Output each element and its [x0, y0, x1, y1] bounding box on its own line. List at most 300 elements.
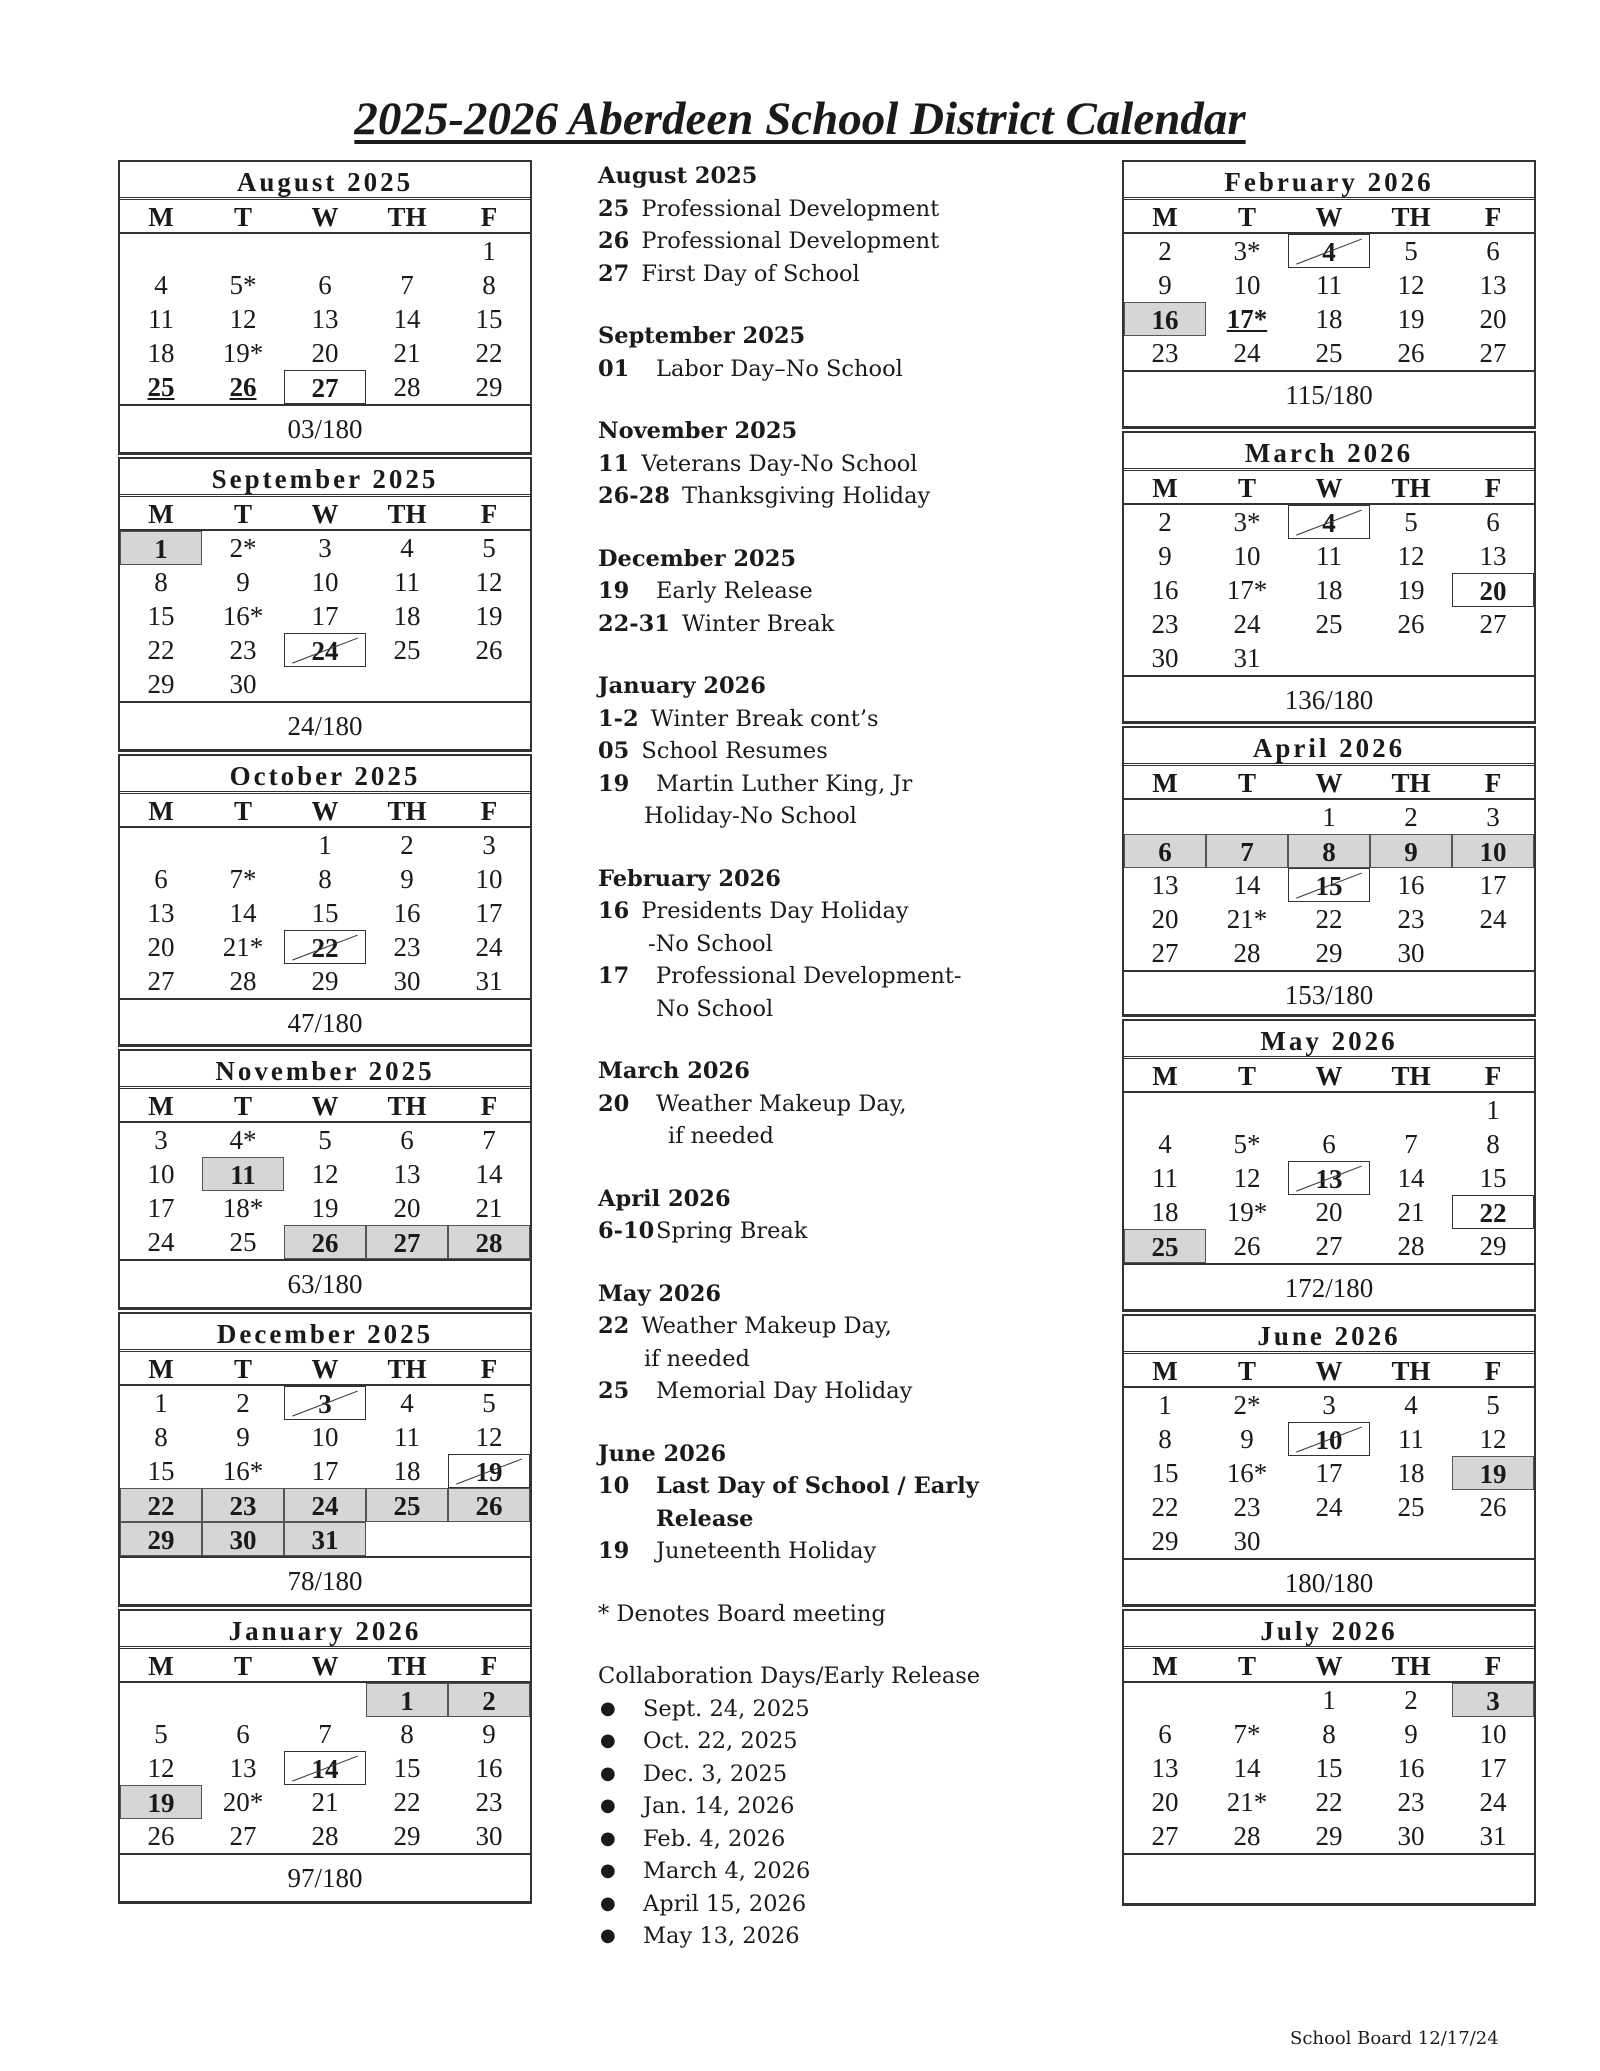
day-cell: 8 [482, 270, 496, 300]
day-cell [366, 667, 448, 701]
day-cell: 2 [1158, 507, 1172, 537]
bullet-icon: ● [600, 1762, 616, 1784]
day-cell: 24 [284, 1488, 366, 1522]
weekday-header: W [1288, 200, 1370, 234]
day-cell: 5 [1486, 1390, 1500, 1420]
day-cell: 2 [1404, 1685, 1418, 1715]
event-item [598, 928, 1078, 961]
day-cell [1452, 641, 1534, 675]
day-cell: 20* [222, 1787, 264, 1817]
day-cell: 16 [1397, 870, 1425, 900]
day-cell: 16 [1124, 302, 1206, 336]
day-cell: 3 [1322, 1390, 1336, 1420]
day-cell: 19 [1397, 304, 1425, 334]
event-text: Winter Break [681, 610, 835, 637]
day-cell: 15 [311, 898, 339, 928]
weekday-header: M [1124, 471, 1206, 505]
day-cell: 6 [1124, 834, 1206, 868]
event-text: Weather Makeup Day, [641, 1313, 892, 1339]
weekday-header: TH [1370, 471, 1452, 505]
day-cell: 31 [1479, 1821, 1507, 1851]
weekday-header: TH [1370, 1059, 1452, 1093]
weekday-header: F [1452, 1059, 1534, 1093]
day-cell: 3* [1233, 236, 1261, 266]
day-cell: 1 [120, 531, 202, 565]
event-section-title: January 2026 [598, 673, 766, 699]
event-item [598, 1343, 1078, 1376]
day-cell: 11 [148, 304, 174, 334]
event-date: 25 [598, 1378, 630, 1404]
day-cell: 25 [1315, 338, 1343, 368]
day-cell: 10 [1233, 270, 1261, 300]
event-text: School Resumes [641, 738, 828, 764]
day-cell [1452, 1524, 1534, 1558]
day-cell: 27 [1479, 609, 1507, 639]
day-cell: 9 [400, 864, 414, 894]
event-date: 01 [598, 355, 630, 382]
event-date: 26 [598, 228, 630, 254]
event-item [598, 1503, 1078, 1536]
day-cell: 3 [318, 533, 332, 563]
event-section-title: May 2026 [598, 1280, 722, 1307]
weekday-header: T [202, 794, 284, 828]
day-cell: 13 [1288, 1161, 1370, 1195]
day-cell: 22 [284, 930, 366, 964]
event-item [598, 1375, 1078, 1408]
day-cell: 21 [311, 1787, 339, 1817]
weekday-header: W [1288, 1354, 1370, 1388]
weekday-header: T [202, 1649, 284, 1683]
day-cell: 23 [1397, 1787, 1425, 1817]
event-section [598, 415, 1078, 513]
day-cell: 4 [1288, 505, 1370, 539]
day-cell: 19 [448, 1454, 530, 1488]
day-cell: 28 [393, 372, 421, 402]
weekday-header: T [202, 200, 284, 234]
event-date: 19 [598, 770, 630, 797]
month-block [1122, 431, 1536, 724]
event-date: 22 [598, 1313, 630, 1339]
day-cell: 2 [400, 830, 414, 860]
day-cell: 2 [1404, 802, 1418, 832]
day-cell: 12 [1397, 541, 1425, 571]
day-cell: 18* [222, 1193, 264, 1223]
day-cell: 14 [393, 304, 421, 334]
day-cell: 9 [482, 1719, 496, 1749]
day-cell [1206, 1683, 1288, 1717]
event-item [598, 800, 1078, 833]
day-cell: 15 [1479, 1163, 1507, 1193]
event-section [598, 320, 1078, 385]
month-title: August 2025 [120, 162, 530, 200]
day-cell: 28 [229, 966, 257, 996]
day-cell: 11 [1152, 1163, 1178, 1193]
event-text: if needed [668, 1123, 774, 1149]
day-cell: 30 [229, 669, 257, 699]
month-block [1122, 1609, 1536, 1906]
day-cell [1124, 800, 1206, 834]
day-cell: 10 [311, 1422, 339, 1452]
day-cell: 19* [222, 338, 264, 368]
day-cell: 31 [1233, 643, 1261, 673]
month-block [1122, 1019, 1536, 1312]
day-cell: 17 [311, 1456, 339, 1486]
day-cell: 22 [147, 635, 175, 665]
day-cell: 30 [1233, 1526, 1261, 1556]
event-item [598, 703, 1078, 736]
day-cell [120, 1683, 202, 1717]
weekday-header: M [120, 200, 202, 234]
day-cell: 15 [1315, 1753, 1343, 1783]
event-text: Release [656, 1505, 754, 1532]
day-count: 172/180 [1124, 1263, 1534, 1309]
event-item [598, 1120, 1078, 1153]
weekday-header: TH [366, 794, 448, 828]
day-cell: 8 [154, 1422, 168, 1452]
day-cell: 25 [147, 372, 175, 402]
day-cell [1370, 1524, 1452, 1558]
day-cell: 2 [448, 1683, 530, 1717]
day-cell: 16* [222, 601, 264, 631]
event-date: 27 [598, 260, 630, 287]
day-cell: 9 [1404, 1719, 1418, 1749]
day-cell: 25 [366, 1488, 448, 1522]
month-block [118, 1312, 532, 1607]
event-item [598, 480, 1078, 513]
month-title: October 2025 [120, 756, 530, 794]
bullet-icon: ● [600, 1925, 616, 1946]
day-cell: 24 [1479, 1787, 1507, 1817]
day-cell: 22 [1315, 1787, 1343, 1817]
event-text: Thanksgiving Holiday [681, 483, 931, 509]
day-cell: 18 [1397, 1458, 1425, 1488]
day-cell: 7 [400, 270, 414, 300]
event-item [598, 258, 1078, 291]
day-cell: 14 [229, 898, 257, 928]
day-cell: 20 [1151, 904, 1179, 934]
day-cell [366, 234, 448, 268]
event-text: Martin Luther King, Jr [656, 770, 913, 797]
month-block [118, 754, 532, 1047]
day-cell: 17 [1479, 1753, 1507, 1783]
day-cell: 18 [1315, 575, 1343, 605]
month-block [1122, 726, 1536, 1017]
weekday-header: T [1206, 1649, 1288, 1683]
day-cell: 25 [1315, 609, 1343, 639]
day-cell: 28 [448, 1225, 530, 1259]
month-gap [118, 1904, 532, 1906]
day-cell: 28 [311, 1821, 339, 1851]
day-cell: 16 [1151, 575, 1179, 605]
weekday-header: W [284, 794, 366, 828]
weekday-header: M [120, 1352, 202, 1386]
weekday-header: TH [366, 1089, 448, 1123]
event-text: Last Day of School / Early [656, 1473, 979, 1499]
collab-date: Oct. 22, 2025 [643, 1728, 798, 1754]
day-cell: 18 [147, 338, 175, 368]
event-item [598, 1310, 1078, 1343]
day-cell [1124, 1683, 1206, 1717]
day-cell: 4 [400, 1388, 414, 1418]
event-item [598, 960, 1078, 993]
day-cell: 10 [475, 864, 503, 894]
weekday-header: W [1288, 1059, 1370, 1093]
day-cell: 1 [482, 236, 496, 266]
weekday-header: M [1124, 1059, 1206, 1093]
month-title: February 2026 [1124, 162, 1534, 200]
event-item [598, 1535, 1078, 1568]
event-text: -No School [648, 930, 773, 957]
day-cell: 29 [393, 1821, 421, 1851]
day-cell: 21* [222, 932, 264, 962]
day-cell [284, 234, 366, 268]
event-text: Veterans Day-No School [641, 450, 918, 477]
day-cell: 12 [147, 1753, 175, 1783]
month-block [118, 457, 532, 752]
left-calendar-column [118, 160, 532, 1906]
collab-date: March 4, 2026 [643, 1858, 811, 1884]
collab-date: May 13, 2026 [643, 1923, 800, 1949]
day-cell: 28 [1397, 1231, 1425, 1261]
day-cell: 25 [393, 635, 421, 665]
event-section-title: June 2026 [598, 1440, 727, 1467]
event-item [598, 448, 1078, 481]
day-cell: 13 [229, 1753, 257, 1783]
collab-date-item [598, 1790, 1078, 1823]
day-cell: 4 [1288, 234, 1370, 268]
weekday-header: F [448, 1352, 530, 1386]
weekday-header: T [1206, 1354, 1288, 1388]
event-section-title: April 2026 [598, 1185, 731, 1212]
day-cell: 8 [1158, 1424, 1172, 1454]
day-cell: 17* [1226, 304, 1268, 334]
day-cell [1288, 1093, 1370, 1127]
weekday-header: T [1206, 200, 1288, 234]
day-cell: 3 [482, 830, 496, 860]
footer-note: School Board 12/17/24 [1290, 2028, 1499, 2049]
day-cell: 12 [475, 1422, 503, 1452]
day-cell: 18 [393, 1456, 421, 1486]
day-cell: 9 [236, 1422, 250, 1452]
day-cell: 25 [229, 1227, 257, 1257]
day-cell: 29 [311, 966, 339, 996]
day-cell: 31 [284, 1522, 366, 1556]
day-cell: 11 [1398, 1424, 1424, 1454]
event-section [598, 1183, 1078, 1248]
day-cell: 23 [1233, 1492, 1261, 1522]
day-cell: 24 [1233, 338, 1261, 368]
month-block [118, 1049, 532, 1310]
day-cell: 1 [1322, 1685, 1336, 1715]
day-cell: 22 [1151, 1492, 1179, 1522]
day-cell: 24 [1233, 609, 1261, 639]
day-count [1124, 1853, 1534, 1903]
day-cell: 30 [1397, 1821, 1425, 1851]
event-section [598, 670, 1078, 833]
month-gap [1122, 1906, 1536, 1908]
event-item [598, 1088, 1078, 1121]
day-cell: 15 [1151, 1458, 1179, 1488]
day-cell: 6 [1486, 236, 1500, 266]
day-cell [1370, 1093, 1452, 1127]
day-cell: 18 [1151, 1197, 1179, 1227]
bullet-icon: ● [600, 1795, 616, 1816]
day-cell: 26 [284, 1225, 366, 1259]
weekday-header: F [1452, 471, 1534, 505]
day-cell: 17 [311, 601, 339, 631]
day-cell: 10 [1479, 1719, 1507, 1749]
month-grid [120, 200, 530, 404]
day-count: 63/180 [120, 1259, 530, 1307]
weekday-header: TH [366, 200, 448, 234]
collab-date-item [598, 1693, 1078, 1726]
day-cell: 24 [475, 932, 503, 962]
day-cell: 12 [311, 1159, 339, 1189]
day-cell: 7* [229, 864, 257, 894]
event-text: No School [656, 995, 774, 1022]
bullet-icon: ● [600, 1697, 616, 1719]
weekday-header: F [1452, 200, 1534, 234]
day-cell [120, 828, 202, 862]
day-cell: 30 [475, 1821, 503, 1851]
event-item [598, 608, 1078, 641]
day-cell: 1 [154, 1388, 168, 1418]
day-cell: 4 [400, 533, 414, 563]
event-item [598, 575, 1078, 608]
weekday-header: W [284, 497, 366, 531]
day-cell: 24 [1479, 904, 1507, 934]
day-cell: 3 [1452, 1683, 1534, 1717]
collab-date-item [598, 1920, 1078, 1953]
day-cell: 1 [1322, 802, 1336, 832]
day-cell: 16 [393, 898, 421, 928]
day-cell: 4 [154, 270, 168, 300]
board-note: * Denotes Board meeting [598, 1600, 886, 1627]
collab-title: Collaboration Days/Early Release [598, 1663, 981, 1689]
day-cell: 7 [1206, 834, 1288, 868]
day-cell: 21* [1226, 1787, 1268, 1817]
day-cell: 5* [1233, 1129, 1261, 1159]
event-item [598, 1215, 1078, 1248]
day-cell: 22 [475, 338, 503, 368]
weekday-header: TH [366, 497, 448, 531]
day-cell: 29 [1151, 1526, 1179, 1556]
weekday-header: F [448, 1649, 530, 1683]
event-item [598, 768, 1078, 801]
day-cell: 13 [1151, 870, 1179, 900]
day-cell: 6 [318, 270, 332, 300]
day-cell: 9 [236, 567, 250, 597]
month-block [118, 1609, 532, 1904]
day-cell: 6 [1486, 507, 1500, 537]
day-cell: 13 [393, 1159, 421, 1189]
day-cell: 19 [311, 1193, 339, 1223]
day-cell: 10 [1233, 541, 1261, 571]
event-date: 17 [598, 963, 630, 989]
event-item [598, 1470, 1078, 1503]
day-cell [1124, 1093, 1206, 1127]
day-cell: 17 [475, 898, 503, 928]
day-cell: 26 [475, 635, 503, 665]
day-cell: 2 [236, 1388, 250, 1418]
collab-date: Feb. 4, 2026 [643, 1825, 786, 1852]
bullet-icon: ● [600, 1827, 616, 1849]
day-cell: 7* [1233, 1719, 1261, 1749]
weekday-header: T [1206, 471, 1288, 505]
day-cell: 30 [1397, 938, 1425, 968]
event-item [598, 895, 1078, 928]
day-cell: 27 [1151, 938, 1179, 968]
day-cell: 11 [1316, 270, 1342, 300]
day-cell: 23 [1397, 904, 1425, 934]
day-cell: 29 [475, 372, 503, 402]
day-cell: 19 [120, 1785, 202, 1819]
day-cell: 15 [393, 1753, 421, 1783]
day-cell: 18 [1315, 304, 1343, 334]
day-cell: 20 [393, 1193, 421, 1223]
day-cell: 27 [1151, 1821, 1179, 1851]
day-cell: 21 [475, 1193, 503, 1223]
day-cell [366, 1522, 448, 1556]
event-text: Professional Development- [656, 963, 962, 989]
day-cell: 25 [1124, 1229, 1206, 1263]
weekday-header: W [1288, 1649, 1370, 1683]
collab-date-item [598, 1823, 1078, 1856]
day-cell: 5 [1404, 236, 1418, 266]
event-text: Juneteenth Holiday [656, 1538, 877, 1564]
day-cell: 7 [482, 1125, 496, 1155]
day-cell: 18 [393, 601, 421, 631]
month-title: December 2025 [120, 1314, 530, 1352]
day-cell: 29 [120, 1522, 202, 1556]
events-column [598, 160, 1078, 1953]
day-cell: 6 [400, 1125, 414, 1155]
month-grid [1124, 200, 1534, 370]
event-date: 20 [598, 1090, 630, 1117]
day-cell: 9 [1158, 270, 1172, 300]
weekday-header: TH [1370, 1354, 1452, 1388]
month-title: March 2026 [1124, 433, 1534, 471]
month-grid [120, 1352, 530, 1556]
day-cell: 4 [1404, 1390, 1418, 1420]
day-cell [284, 1683, 366, 1717]
day-cell: 5 [482, 1388, 496, 1418]
weekday-header: F [1452, 766, 1534, 800]
event-text: Early Release [656, 578, 813, 604]
day-cell: 9 [1158, 541, 1172, 571]
day-cell: 5 [1404, 507, 1418, 537]
day-cell: 29 [1315, 1821, 1343, 1851]
event-text: if needed [644, 1345, 750, 1372]
day-cell: 23 [475, 1787, 503, 1817]
day-cell: 24 [1315, 1492, 1343, 1522]
day-cell: 27 [284, 370, 366, 404]
day-cell: 11 [394, 1422, 420, 1452]
day-cell: 12 [1479, 1424, 1507, 1454]
day-cell: 26 [1397, 338, 1425, 368]
day-cell: 27 [147, 966, 175, 996]
day-cell: 26 [229, 372, 257, 402]
day-cell: 13 [1151, 1753, 1179, 1783]
event-item [598, 193, 1078, 226]
event-date: 1-2 [598, 705, 639, 732]
day-cell: 14 [284, 1751, 366, 1785]
day-count: 47/180 [120, 998, 530, 1044]
day-cell [1206, 800, 1288, 834]
day-cell: 25 [1397, 1492, 1425, 1522]
day-cell: 2* [1233, 1390, 1261, 1420]
day-cell: 19* [1226, 1197, 1268, 1227]
